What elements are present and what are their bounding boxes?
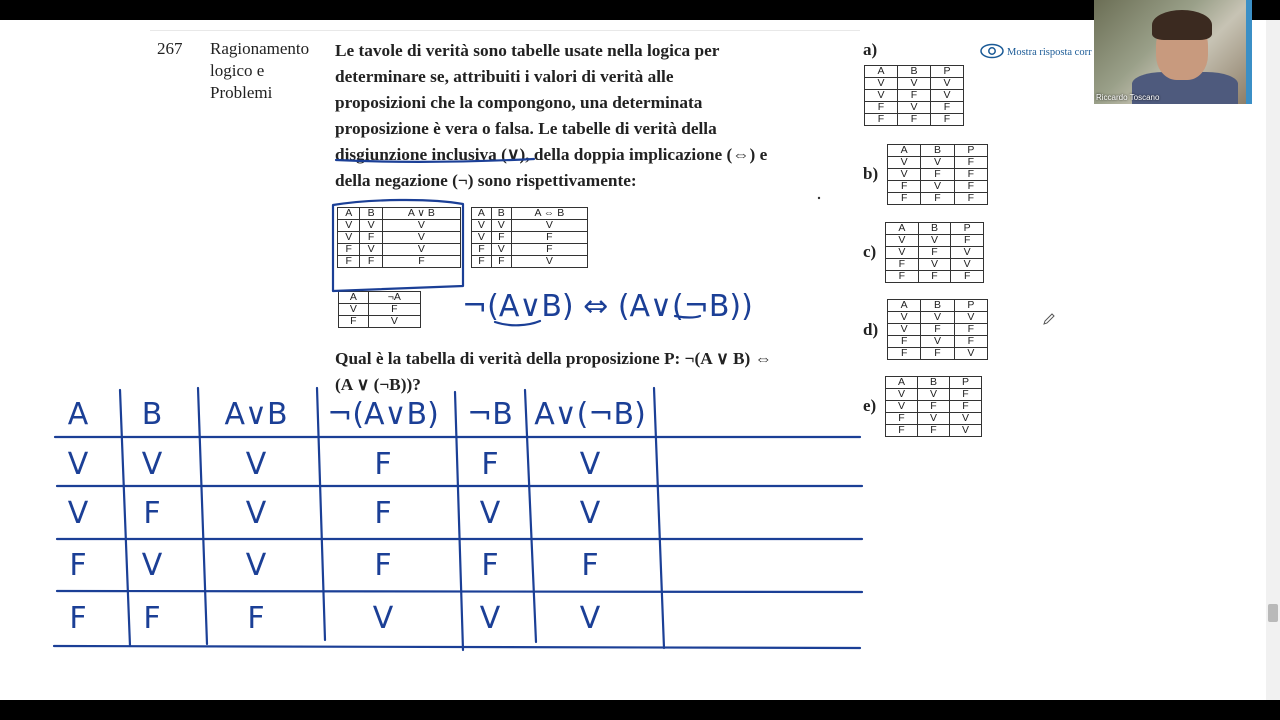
table-cell: V [491, 220, 511, 232]
table-cell: F [368, 304, 420, 316]
question-line: proposizioni che la compongono, una determinata [335, 93, 703, 112]
table-header-cell: A [472, 208, 492, 220]
question-line: disgiunzione inclusiva (∨), della doppia implicazione (⇔) e [335, 145, 768, 164]
table-cell: F [888, 336, 921, 348]
table-cell: F [954, 181, 987, 193]
table-cell: V [918, 389, 950, 401]
table-cell: V [951, 247, 984, 259]
table-header-cell: B [491, 208, 511, 220]
table-header-cell: A [886, 377, 918, 389]
stray-dot [818, 197, 820, 199]
pencil-cursor-icon [1042, 312, 1056, 331]
handwritten-cell: V [245, 496, 267, 531]
table-cell: F [918, 425, 950, 437]
table-cell: F [886, 425, 918, 437]
table-header-cell: A ∨ B [382, 208, 460, 220]
table-cell: V [921, 336, 954, 348]
table-cell: F [921, 348, 954, 360]
table-cell: F [886, 271, 919, 283]
grid-line [198, 388, 207, 644]
table-cell: F [898, 90, 931, 102]
table-cell: V [472, 232, 492, 244]
table-header-cell: A ⇔ B [511, 208, 587, 220]
handwritten-cell: F [374, 548, 392, 583]
handwritten-cell: V [479, 601, 501, 636]
table-header-cell: A [886, 223, 919, 235]
handwritten-cell: V [372, 601, 394, 636]
table-cell: F [511, 232, 587, 244]
table-cell: V [339, 304, 369, 316]
handwritten-header: A∨(¬B) [534, 397, 646, 432]
table-header-cell: A [888, 145, 921, 157]
table-cell: V [368, 316, 420, 328]
table-header-cell: B [918, 377, 950, 389]
question-category: Ragionamento logico e Problemi [210, 39, 310, 102]
table-cell: F [338, 244, 360, 256]
handwritten-cell: F [374, 496, 392, 531]
handwritten-cell: F [143, 601, 161, 636]
table-cell: F [954, 157, 987, 169]
table-cell: F [865, 102, 898, 114]
handwritten-formula: ¬(A∨B) ⇔ (A∨(¬B)) [462, 289, 753, 324]
table-cell: V [888, 324, 921, 336]
table-cell: V [954, 348, 987, 360]
table-cell: F [472, 244, 492, 256]
underline-stroke [336, 159, 534, 162]
table-cell: F [382, 256, 460, 268]
question-line: proposizione è vera o falsa. Le tabelle di verità della [335, 119, 717, 138]
table-cell: V [886, 235, 919, 247]
prompt-line: (A ∨ (¬B))? [335, 375, 421, 394]
grid-line [120, 390, 130, 646]
table-cell: F [491, 232, 511, 244]
handwritten-cell: V [579, 496, 601, 531]
table-header-cell: P [954, 145, 987, 157]
table-cell: V [338, 232, 360, 244]
table-cell: V [918, 259, 951, 271]
table-cell: F [921, 324, 954, 336]
table-cell: V [931, 78, 964, 90]
scrollbar-thumb[interactable] [1268, 604, 1278, 622]
table-cell: F [954, 324, 987, 336]
table-cell: F [888, 181, 921, 193]
handwritten-cell: V [245, 548, 267, 583]
table-cell: F [954, 193, 987, 205]
table-cell: V [951, 259, 984, 271]
question-number: 267 [157, 39, 183, 58]
handwritten-cell: F [143, 496, 161, 531]
webcam-name: Riccardo Toscano [1096, 93, 1160, 102]
question-line: determinare se, attribuiti i valori di verità alle [335, 67, 674, 86]
table-cell: F [360, 256, 382, 268]
table-cell: V [886, 401, 918, 413]
table-header-cell: P [954, 300, 987, 312]
table-cell: V [886, 247, 919, 259]
option-d-label[interactable]: d) [863, 320, 879, 339]
table-cell: V [950, 413, 982, 425]
table-cell: V [931, 90, 964, 102]
table-header-cell: B [921, 145, 954, 157]
handwritten-cell: F [581, 548, 599, 583]
handwritten-cell: F [69, 548, 87, 583]
table-cell: F [954, 336, 987, 348]
table-cell: V [888, 169, 921, 181]
question-line: Le tavole di verità sono tabelle usate nella logica per [335, 41, 720, 60]
handwritten-cell: V [67, 447, 89, 482]
table-cell: V [954, 312, 987, 324]
handwritten-header: ¬B [467, 397, 513, 432]
table-cell: F [950, 389, 982, 401]
table-cell: F [888, 348, 921, 360]
handwritten-header: A [67, 397, 89, 432]
table-cell: F [898, 114, 931, 126]
table-cell: F [491, 256, 511, 268]
table-cell: V [921, 157, 954, 169]
handwritten-cell: F [374, 447, 392, 482]
handwritten-cell: V [141, 447, 163, 482]
table-cell: V [918, 413, 950, 425]
handwritten-cell: V [67, 496, 89, 531]
grid-line [654, 388, 664, 648]
table-cell: V [888, 157, 921, 169]
handwritten-cell: V [579, 447, 601, 482]
option-e-label[interactable]: e) [863, 396, 877, 415]
table-cell: F [865, 114, 898, 126]
handwritten-cell: V [245, 447, 267, 482]
table-cell: V [950, 425, 982, 437]
table-header-cell: B [898, 66, 931, 78]
table-cell: F [886, 413, 918, 425]
table-cell: F [950, 401, 982, 413]
table-cell: F [338, 256, 360, 268]
table-cell: F [918, 271, 951, 283]
handwritten-header: B [141, 397, 163, 432]
table-cell: V [918, 235, 951, 247]
table-cell: V [360, 244, 382, 256]
grid-line [57, 591, 862, 592]
option-c-label[interactable]: c) [863, 242, 877, 261]
table-cell: F [886, 259, 919, 271]
table-header-cell: B [921, 300, 954, 312]
table-cell: V [511, 256, 587, 268]
table-cell: V [921, 312, 954, 324]
table-cell: V [865, 78, 898, 90]
table-cell: V [491, 244, 511, 256]
handwritten-cell: F [69, 601, 87, 636]
table-header-cell: P [931, 66, 964, 78]
table-cell: F [931, 102, 964, 114]
grid-line [54, 646, 860, 648]
handwritten-cell: V [579, 601, 601, 636]
table-header-cell: A [338, 208, 360, 220]
prompt-line: Qual è la tabella di verità della proposizione P: ¬(A ∨ B) ⇔ [335, 349, 772, 368]
grid-line [317, 388, 325, 640]
table-cell: F [918, 401, 950, 413]
table-cell: F [954, 169, 987, 181]
table-cell: F [951, 235, 984, 247]
table-header-cell: A [865, 66, 898, 78]
table-cell: V [360, 220, 382, 232]
highlight-box-stroke [333, 200, 463, 291]
table-cell: F [339, 316, 369, 328]
table-cell: V [338, 220, 360, 232]
table-cell: F [472, 256, 492, 268]
table-header-cell: P [950, 377, 982, 389]
handwritten-cell: F [481, 447, 499, 482]
table-cell: F [360, 232, 382, 244]
table-cell: V [865, 90, 898, 102]
table-header-cell: ¬A [368, 292, 420, 304]
table-cell: V [921, 181, 954, 193]
table-cell: V [382, 232, 460, 244]
table-header-cell: A [888, 300, 921, 312]
question-line: della negazione (¬) sono rispettivamente: [335, 171, 637, 190]
table-cell: F [511, 244, 587, 256]
handwritten-header: A∨B [224, 397, 288, 432]
handwritten-header: ¬(A∨B) [327, 397, 439, 432]
table-cell: V [472, 220, 492, 232]
option-b-label[interactable]: b) [863, 164, 879, 183]
table-cell: F [931, 114, 964, 126]
table-header-cell: P [951, 223, 984, 235]
table-cell: F [888, 193, 921, 205]
table-cell: F [951, 271, 984, 283]
table-cell: V [888, 312, 921, 324]
vertical-scrollbar[interactable] [1266, 20, 1280, 700]
grid-line [455, 392, 463, 650]
handwritten-cell: F [247, 601, 265, 636]
handwritten-cell: V [141, 548, 163, 583]
table-header-cell: A [339, 292, 369, 304]
table-cell: V [886, 389, 918, 401]
table-cell: V [382, 244, 460, 256]
table-cell: V [898, 102, 931, 114]
table-cell: F [921, 193, 954, 205]
handwritten-cell: V [479, 496, 501, 531]
table-cell: V [382, 220, 460, 232]
table-header-cell: B [918, 223, 951, 235]
table-header-cell: B [360, 208, 382, 220]
table-cell: V [511, 220, 587, 232]
table-cell: V [898, 78, 931, 90]
table-cell: F [918, 247, 951, 259]
option-a-label[interactable]: a) [863, 40, 878, 59]
bottom-black-bar [0, 700, 1280, 720]
show-answer-label: Mostra risposta corr [1007, 47, 1092, 58]
table-cell: F [921, 169, 954, 181]
handwritten-cell: F [481, 548, 499, 583]
